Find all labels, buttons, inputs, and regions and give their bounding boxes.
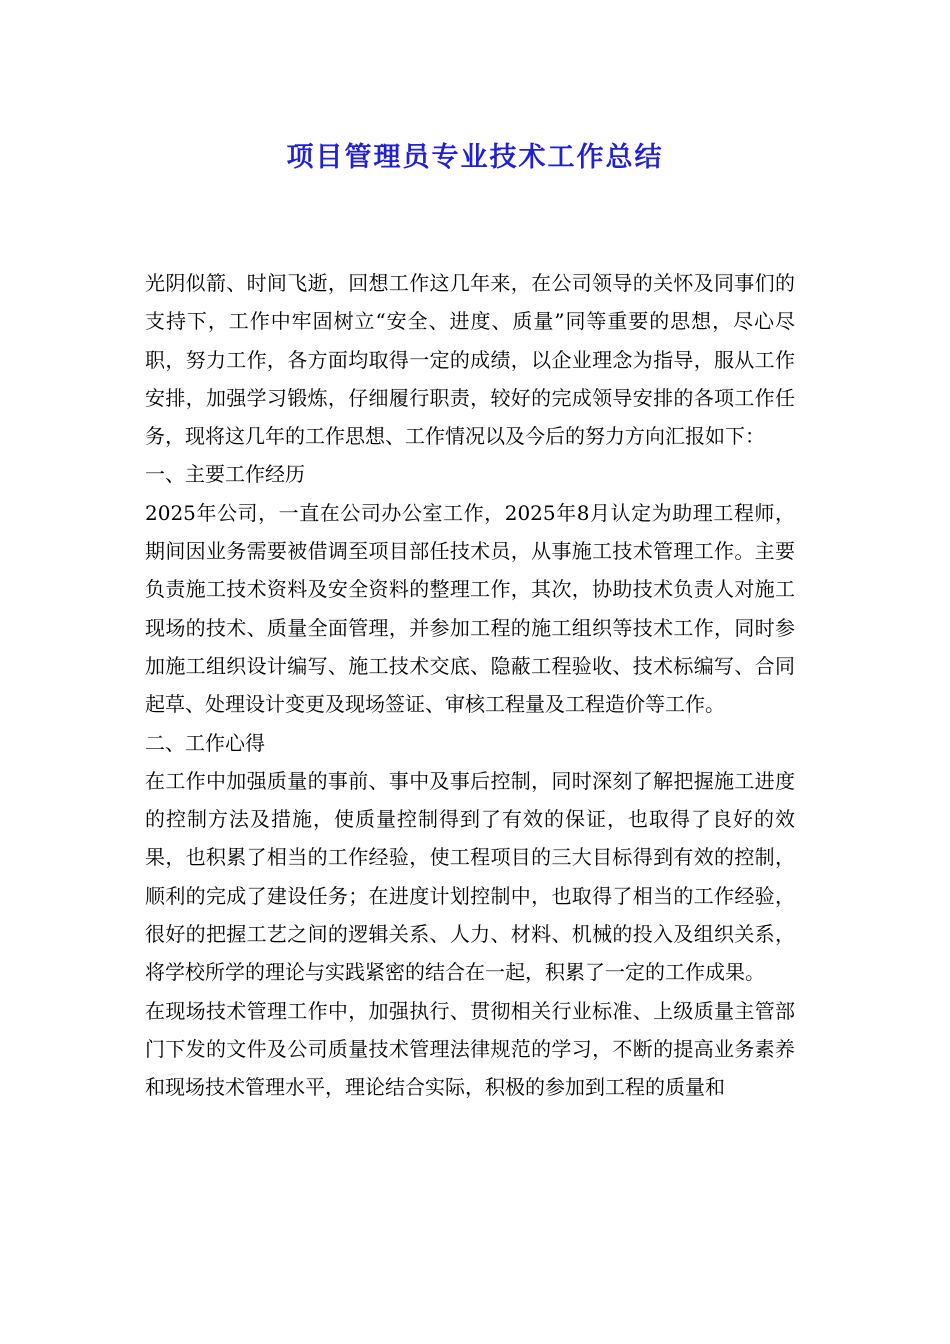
section-heading-work-insights: 二、工作心得 xyxy=(145,730,265,755)
work-experience-paragraph: 2025年公司，一直在公司办公室工作，2025年8月认定为助理工程师，期间因业务需要被借调至项目部任技术员，从事施工技术管理工作。主要负责施工技术资料及安全资料的整理工作，其次，协助技术负责人对施工现场的技术、质量全面管理，并参加工程的施工组织等技术工作，同时参加施工组织设计编写、施工技术交底、隐蔽工程验收、技术标编写、合同起草、处理设计变更及现场签证、审核工程量及工程造价等工作。 xyxy=(145,500,795,717)
technical-management-paragraph: 在现场技术管理工作中，加强执行、贯彻相关行业标准、上级质量主管部门下发的文件及公司质量技术管理法律规范的学习，不断的提高业务素养和现场技术管理水平，理论结合实际，积极的参加到工程的质量和 xyxy=(145,998,795,1100)
section-heading-work-experience: 一、主要工作经历 xyxy=(145,462,305,487)
document-body xyxy=(145,264,795,1107)
intro-paragraph: 光阴似箭、时间飞逝，回想工作这几年来，在公司领导的关怀及同事们的支持下，工作中牢固树立“安全、进度、质量”同等重要的思想，尽心尽职，努力工作，各方面均取得一定的成绩，以企业理念为指导，服从工作安排，加强学习锻炼，仔细履行职责，较好的完成领导安排的各项工作任务，现将这几年的工作思想、工作情况以及今后的努力方向汇报如下： xyxy=(145,271,795,449)
work-insights-paragraph: 在工作中加强质量的事前、事中及事后控制，同时深刻了解把握施工进度的控制方法及措施，使质量控制得到了有效的保证，也取得了良好的效果，也积累了相当的工作经验，使工程项目的三大目标得到有效的控制，顺利的完成了建设任务；在进度计划控制中，也取得了相当的工作经验，很好的把握工艺之间的逻辑关系、人力、材料、机械的投入及组织关系，将学校所学的理论与实践紧密的结合在一起，积累了一定的工作成果。 xyxy=(145,768,795,985)
document-title: 项目管理员专业技术工作总结 xyxy=(286,142,664,173)
